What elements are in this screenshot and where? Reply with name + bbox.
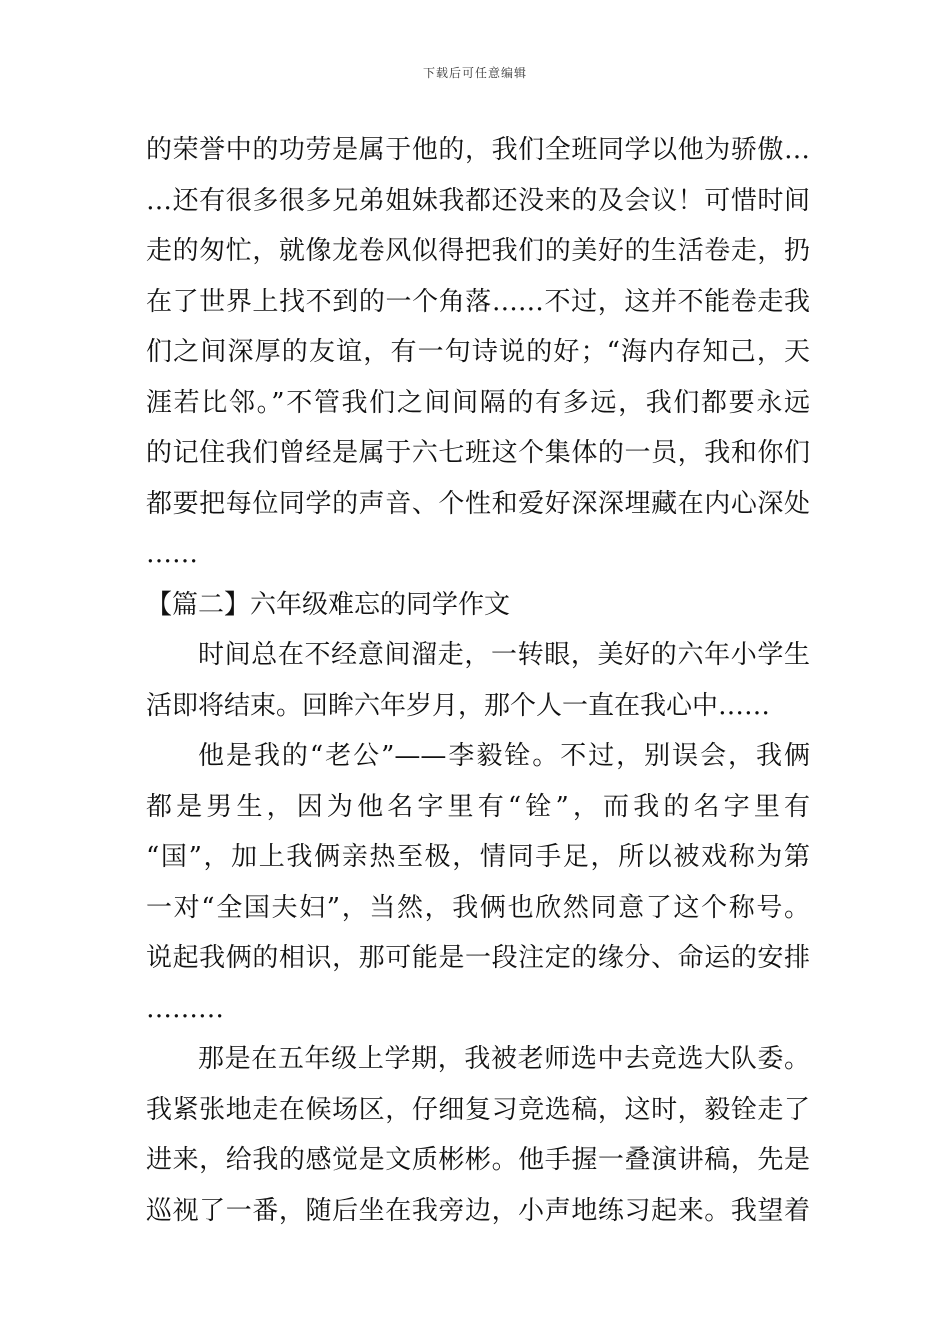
text-line: 在了世界上找不到的一个角落……不过，这并不能卷走我 (146, 286, 810, 317)
text-line: 说起我俩的相识，那可能是一段注定的缘分、命运的安排 (146, 943, 810, 973)
text-line: “国”，加上我俩亲热至极，情同手足，所以被戏称为第 (146, 842, 810, 872)
text-line: 涯若比邻。”不管我们之间间隔的有多远，我们都要永远 (146, 387, 810, 418)
text-line: ……… (146, 993, 224, 1024)
text-line: 们之间深厚的友谊，有一句诗说的好；“海内存知己，天 (146, 337, 810, 367)
text-line: 一对“全国夫妇”，当然，我俩也欣然同意了这个称号。 (146, 892, 810, 923)
section-heading: 【篇二】六年级难忘的同学作文 (146, 589, 511, 620)
text-line: 那是在五年级上学期，我被老师选中去竞选大队委。 (198, 1044, 810, 1074)
text-line: 走的匆忙，就像龙卷风似得把我们的美好的生活卷走，扔 (146, 236, 810, 266)
text-line: 的记住我们曾经是属于六七班这个集体的一员，我和你们 (146, 438, 810, 468)
text-line: 我紧张地走在候场区，仔细复习竞选稿，这时，毅铨走了 (146, 1094, 810, 1125)
page-header: 下载后可任意编辑 (422, 66, 527, 80)
text-line: 他是我的“老公”——李毅铨。不过，别误会，我俩 (198, 741, 810, 771)
text-line: 时间总在不经意间溜走，一转眼，美好的六年小学生 (198, 640, 810, 670)
text-line: 活即将结束。回眸六年岁月，那个人一直在我心中…… (146, 690, 771, 721)
text-line: 都是男生，因为他名字里有“铨”，而我的名字里有 (146, 791, 810, 822)
text-line: …还有很多很多兄弟姐妹我都还没来的及会议！可惜时间 (146, 185, 810, 216)
text-line: 都要把每位同学的声音、个性和爱好深深埋藏在内心深处 (146, 488, 810, 519)
text-line: 巡视了一番，随后坐在我旁边，小声地练习起来。我望着 (146, 1195, 810, 1226)
text-line: 的荣誉中的功劳是属于他的，我们全班同学以他为骄傲… (146, 135, 810, 165)
text-line: …… (146, 539, 198, 569)
text-line: 进来，给我的感觉是文质彬彬。他手握一叠演讲稿，先是 (146, 1145, 810, 1175)
document-body (146, 125, 810, 1236)
